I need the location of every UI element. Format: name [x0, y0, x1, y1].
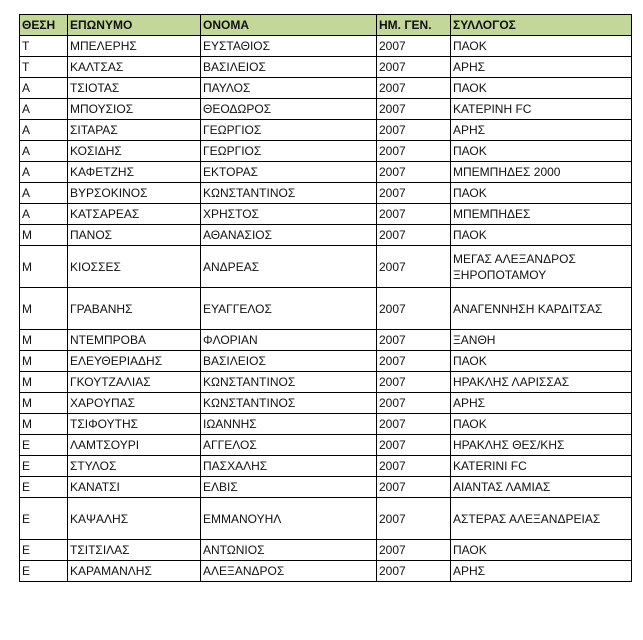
cell-surname: ΚΑΛΤΣΑΣ [68, 57, 201, 78]
table-row [20, 36, 632, 57]
cell-club: ΠΑΟΚ [451, 78, 632, 99]
cell-club: ΠΑΟΚ [451, 225, 632, 246]
cell-birth-year: 2007 [377, 183, 451, 204]
header-surname: ΕΠΩΝΥΜΟ [68, 15, 201, 36]
cell-birth-year: 2007 [377, 351, 451, 372]
table-row [20, 477, 632, 498]
cell-position: Μ [20, 288, 68, 330]
cell-club: ΠΑΟΚ [451, 36, 632, 57]
header-first-name: ΟΝΟΜΑ [201, 15, 377, 36]
cell-position: Μ [20, 393, 68, 414]
cell-position: Μ [20, 246, 68, 288]
cell-club: ΑΡΗΣ [451, 120, 632, 141]
cell-surname: ΚΑΤΣΑΡΕΑΣ [68, 204, 201, 225]
header-position: ΘΕΣΗ [20, 15, 68, 36]
cell-surname: ΧΑΡΟΥΠΑΣ [68, 393, 201, 414]
cell-first-name: ΘΕΟΔΩΡΟΣ [201, 99, 377, 120]
cell-first-name: ΓΕΩΡΓΙΟΣ [201, 120, 377, 141]
table-header [20, 15, 632, 36]
table-row [20, 99, 632, 120]
table-row [20, 57, 632, 78]
cell-first-name: ΕΚΤΟΡΑΣ [201, 162, 377, 183]
cell-surname: ΤΣΙΟΤΑΣ [68, 78, 201, 99]
cell-club: ΠΑΟΚ [451, 183, 632, 204]
cell-first-name: ΧΡΗΣΤΟΣ [201, 204, 377, 225]
cell-club: KATERINI FC [451, 456, 632, 477]
cell-surname: ΚΑΦΕΤΖΗΣ [68, 162, 201, 183]
cell-birth-year: 2007 [377, 456, 451, 477]
cell-surname: ΚΑΨΑΛΗΣ [68, 498, 201, 540]
cell-club: ΠΑΟΚ [451, 414, 632, 435]
table-row [20, 393, 632, 414]
table-row [20, 78, 632, 99]
cell-first-name: ΦΛΟΡΙΑΝ [201, 330, 377, 351]
cell-position: Μ [20, 330, 68, 351]
cell-surname: ΤΣΙΦΟΥΤΗΣ [68, 414, 201, 435]
cell-first-name: ΑΓΓΕΛΟΣ [201, 435, 377, 456]
cell-birth-year: 2007 [377, 246, 451, 288]
cell-first-name: ΠΑΣΧΑΛΗΣ [201, 456, 377, 477]
cell-birth-year: 2007 [377, 78, 451, 99]
cell-surname: ΓΡΑΒΑΝΗΣ [68, 288, 201, 330]
table-row [20, 330, 632, 351]
cell-club: ΗΡΑΚΛΗΣ ΘΕΣ/ΚΗΣ [451, 435, 632, 456]
cell-surname: ΓΚΟΥΤΖΑΛΙΑΣ [68, 372, 201, 393]
cell-surname: ΕΛΕΥΘΕΡΙΑΔΗΣ [68, 351, 201, 372]
cell-position: Α [20, 162, 68, 183]
cell-first-name: ΒΑΣΙΛΕΙΟΣ [201, 57, 377, 78]
table-row [20, 246, 632, 288]
cell-position: Α [20, 183, 68, 204]
cell-first-name: ΑΛΕΞΑΝΔΡΟΣ [201, 561, 377, 582]
cell-surname: ΒΥΡΣΟΚΙΝΟΣ [68, 183, 201, 204]
header-birth-year: ΗΜ. ΓΕΝ. [377, 15, 451, 36]
cell-first-name: ΙΩΑΝΝΗΣ [201, 414, 377, 435]
table-row [20, 540, 632, 561]
cell-first-name: ΠΑΥΛΟΣ [201, 78, 377, 99]
cell-birth-year: 2007 [377, 36, 451, 57]
cell-first-name: ΑΘΑΝΑΣΙΟΣ [201, 225, 377, 246]
table-row [20, 225, 632, 246]
cell-birth-year: 2007 [377, 540, 451, 561]
cell-club: ΗΡΑΚΛΗΣ ΛΑΡΙΣΣΑΣ [451, 372, 632, 393]
cell-birth-year: 2007 [377, 330, 451, 351]
cell-birth-year: 2007 [377, 372, 451, 393]
cell-surname: ΣΤΥΛΟΣ [68, 456, 201, 477]
cell-birth-year: 2007 [377, 225, 451, 246]
cell-surname: ΜΠΟΥΣΙΟΣ [68, 99, 201, 120]
cell-first-name: ΕΜΜΑΝΟΥΗΛ [201, 498, 377, 540]
cell-position: Μ [20, 372, 68, 393]
header-club: ΣΥΛΛΟΓΟΣ [451, 15, 632, 36]
cell-position: Α [20, 78, 68, 99]
cell-birth-year: 2007 [377, 561, 451, 582]
cell-club: ΜΠΕΜΠΗΔΕΣ [451, 204, 632, 225]
cell-club: ΑΙΑΝΤΑΣ ΛΑΜΙΑΣ [451, 477, 632, 498]
cell-position: Ε [20, 540, 68, 561]
cell-club: ΑΡΗΣ [451, 393, 632, 414]
cell-birth-year: 2007 [377, 288, 451, 330]
table-row [20, 414, 632, 435]
cell-club: ΠΑΟΚ [451, 141, 632, 162]
table-body [20, 36, 632, 582]
cell-club: ΞΑΝΘΗ [451, 330, 632, 351]
cell-club: ΑΡΗΣ [451, 57, 632, 78]
cell-club: ΜΠΕΜΠΗΔΕΣ 2000 [451, 162, 632, 183]
cell-birth-year: 2007 [377, 477, 451, 498]
cell-position: Ε [20, 435, 68, 456]
cell-first-name: ΚΩΝΣΤΑΝΤΙΝΟΣ [201, 393, 377, 414]
cell-first-name: ΕΛΒΙΣ [201, 477, 377, 498]
cell-first-name: ΑΝΤΩΝΙΟΣ [201, 540, 377, 561]
cell-club: ΠΑΟΚ [451, 540, 632, 561]
table-row [20, 288, 632, 330]
table-row [20, 561, 632, 582]
cell-position: Α [20, 120, 68, 141]
cell-position: Ε [20, 456, 68, 477]
cell-position: Τ [20, 57, 68, 78]
cell-birth-year: 2007 [377, 435, 451, 456]
table-row [20, 372, 632, 393]
cell-surname: ΣΙΤΑΡΑΣ [68, 120, 201, 141]
cell-club: ΑΝΑΓΕΝΝΗΣΗ ΚΑΡΔΙΤΣΑΣ [451, 288, 632, 330]
cell-club: ΑΣΤΕΡΑΣ ΑΛΕΞΑΝΔΡΕΙΑΣ [451, 498, 632, 540]
cell-position: Μ [20, 351, 68, 372]
cell-surname: ΛΑΜΤΣΟΥΡΙ [68, 435, 201, 456]
cell-club: ΠΑΟΚ [451, 351, 632, 372]
table-row [20, 204, 632, 225]
cell-surname: ΠΑΝΟΣ [68, 225, 201, 246]
cell-position: Τ [20, 36, 68, 57]
cell-first-name: ΑΝΔΡΕΑΣ [201, 246, 377, 288]
cell-position: Α [20, 204, 68, 225]
table-row [20, 141, 632, 162]
cell-club: ΑΡΗΣ [451, 561, 632, 582]
cell-birth-year: 2007 [377, 498, 451, 540]
cell-club: ΜΕΓΑΣ ΑΛΕΞΑΝΔΡΟΣ ΞΗΡΟΠΟΤΑΜΟΥ [451, 246, 632, 288]
header-row [20, 15, 632, 36]
roster-table [19, 14, 632, 582]
cell-position: Α [20, 99, 68, 120]
cell-position: Α [20, 141, 68, 162]
cell-first-name: ΕΥΣΤΑΘΙΟΣ [201, 36, 377, 57]
cell-surname: ΤΣΙΤΣΙΛΑΣ [68, 540, 201, 561]
cell-position: Ε [20, 498, 68, 540]
cell-first-name: ΕΥΑΓΓΕΛΟΣ [201, 288, 377, 330]
cell-birth-year: 2007 [377, 414, 451, 435]
cell-first-name: ΓΕΩΡΓΙΟΣ [201, 141, 377, 162]
cell-surname: ΚΟΣΙΔΗΣ [68, 141, 201, 162]
cell-first-name: ΚΩΝΣΤΑΝΤΙΝΟΣ [201, 372, 377, 393]
table-row [20, 120, 632, 141]
cell-first-name: ΒΑΣΙΛΕΙΟΣ [201, 351, 377, 372]
cell-surname: ΚΑΝΑΤΣΙ [68, 477, 201, 498]
table-row [20, 351, 632, 372]
cell-position: Ε [20, 477, 68, 498]
cell-position: Ε [20, 561, 68, 582]
cell-birth-year: 2007 [377, 99, 451, 120]
cell-first-name: ΚΩΝΣΤΑΝΤΙΝΟΣ [201, 183, 377, 204]
cell-birth-year: 2007 [377, 162, 451, 183]
cell-surname: ΜΠΕΛΕΡΗΣ [68, 36, 201, 57]
cell-club: ΚΑΤΕΡΙΝΗ FC [451, 99, 632, 120]
cell-birth-year: 2007 [377, 57, 451, 78]
cell-position: Μ [20, 414, 68, 435]
cell-birth-year: 2007 [377, 120, 451, 141]
table-row [20, 162, 632, 183]
cell-surname: ΚΙΟΣΣΕΣ [68, 246, 201, 288]
table-row [20, 456, 632, 477]
cell-birth-year: 2007 [377, 393, 451, 414]
cell-birth-year: 2007 [377, 204, 451, 225]
table-row [20, 183, 632, 204]
cell-position: Μ [20, 225, 68, 246]
table-row [20, 435, 632, 456]
table-row [20, 498, 632, 540]
cell-surname: ΚΑΡΑΜΑΝΛΗΣ [68, 561, 201, 582]
cell-birth-year: 2007 [377, 141, 451, 162]
cell-surname: ΝΤΕΜΠΡΟΒΑ [68, 330, 201, 351]
